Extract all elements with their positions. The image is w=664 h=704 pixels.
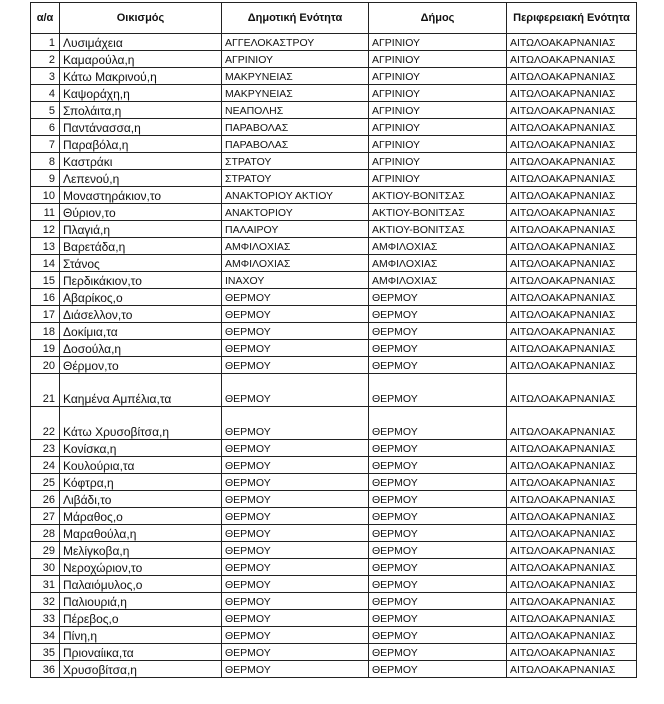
municipal-unit-cell: ΑΝΑΚΤΟΡΙΟΥ ΑΚΤΙΟΥ — [222, 187, 369, 204]
settlement-cell: Καστράκι — [60, 153, 222, 170]
regional-unit-cell: ΑΙΤΩΛΟΑΚΑΡΝΑΝΙΑΣ — [507, 187, 637, 204]
regional-unit-cell: ΑΙΤΩΛΟΑΚΑΡΝΑΝΙΑΣ — [507, 525, 637, 542]
row-number: 20 — [31, 357, 60, 374]
municipal-unit-cell: ΘΕΡΜΟΥ — [222, 525, 369, 542]
municipality-cell: ΘΕΡΜΟΥ — [369, 627, 507, 644]
table-row — [31, 102, 637, 119]
table-row — [31, 593, 637, 610]
settlement-cell: Καμαρούλα,η — [60, 51, 222, 68]
settlement-cell: Κάτω Χρυσοβίτσα,η — [60, 407, 222, 440]
settlement-cell: Μάραθος,ο — [60, 508, 222, 525]
settlement-cell: Κάτω Μακρινού,η — [60, 68, 222, 85]
municipal-unit-cell: ΠΑΡΑΒΟΛΑΣ — [222, 136, 369, 153]
settlement-cell: Περδικάκιον,το — [60, 272, 222, 289]
municipal-unit-cell: ΑΜΦΙΛΟΧΙΑΣ — [222, 255, 369, 272]
municipal-unit-cell: ΘΕΡΜΟΥ — [222, 440, 369, 457]
settlement-cell: Μελίγκοβα,η — [60, 542, 222, 559]
table-row — [31, 508, 637, 525]
table-row — [31, 407, 637, 440]
row-number: 28 — [31, 525, 60, 542]
municipal-unit-cell: ΘΕΡΜΟΥ — [222, 627, 369, 644]
row-number: 36 — [31, 661, 60, 678]
table-row — [31, 610, 637, 627]
regional-unit-cell: ΑΙΤΩΛΟΑΚΑΡΝΑΝΙΑΣ — [507, 374, 637, 407]
municipality-cell: ΑΓΡΙΝΙΟΥ — [369, 34, 507, 51]
settlement-cell: Καημένα Αμπέλια,τα — [60, 374, 222, 407]
table-row — [31, 221, 637, 238]
row-number: 26 — [31, 491, 60, 508]
regional-unit-cell: ΑΙΤΩΛΟΑΚΑΡΝΑΝΙΑΣ — [507, 136, 637, 153]
municipality-cell: ΘΕΡΜΟΥ — [369, 306, 507, 323]
municipality-cell: ΑΓΡΙΝΙΟΥ — [369, 153, 507, 170]
row-number: 33 — [31, 610, 60, 627]
settlement-cell: Βαρετάδα,η — [60, 238, 222, 255]
settlement-cell: Θύριον,το — [60, 204, 222, 221]
settlement-cell: Πλαγιά,η — [60, 221, 222, 238]
table-row — [31, 474, 637, 491]
municipality-cell: ΑΓΡΙΝΙΟΥ — [369, 102, 507, 119]
row-number: 16 — [31, 289, 60, 306]
municipality-cell: ΑΜΦΙΛΟΧΙΑΣ — [369, 272, 507, 289]
row-number: 32 — [31, 593, 60, 610]
municipality-cell: ΘΕΡΜΟΥ — [369, 610, 507, 627]
settlement-cell: Πέρεβος,ο — [60, 610, 222, 627]
row-number: 27 — [31, 508, 60, 525]
municipality-cell: ΘΕΡΜΟΥ — [369, 289, 507, 306]
regional-unit-cell: ΑΙΤΩΛΟΑΚΑΡΝΑΝΙΑΣ — [507, 204, 637, 221]
municipality-cell: ΘΕΡΜΟΥ — [369, 491, 507, 508]
row-number: 30 — [31, 559, 60, 576]
municipality-cell: ΘΕΡΜΟΥ — [369, 323, 507, 340]
municipal-unit-cell: ΘΕΡΜΟΥ — [222, 542, 369, 559]
municipal-unit-cell: ΑΜΦΙΛΟΧΙΑΣ — [222, 238, 369, 255]
municipality-cell: ΑΓΡΙΝΙΟΥ — [369, 68, 507, 85]
settlement-cell: Παλιουριά,η — [60, 593, 222, 610]
municipal-unit-cell: ΘΕΡΜΟΥ — [222, 661, 369, 678]
table-row — [31, 644, 637, 661]
table-row — [31, 525, 637, 542]
settlement-cell: Δοκίμια,τα — [60, 323, 222, 340]
header-settlement: Οικισμός — [60, 3, 222, 34]
table-row — [31, 357, 637, 374]
settlement-cell: Λυσιμάχεια — [60, 34, 222, 51]
municipal-unit-cell: ΠΑΛΑΙΡΟΥ — [222, 221, 369, 238]
table-row — [31, 374, 637, 407]
municipal-unit-cell: ΘΕΡΜΟΥ — [222, 289, 369, 306]
settlement-cell: Στάνος — [60, 255, 222, 272]
municipality-cell: ΑΚΤΙΟΥ-ΒΟΝΙΤΣΑΣ — [369, 221, 507, 238]
municipal-unit-cell: ΣΤΡΑΤΟΥ — [222, 153, 369, 170]
municipality-cell: ΘΕΡΜΟΥ — [369, 474, 507, 491]
municipal-unit-cell: ΘΕΡΜΟΥ — [222, 357, 369, 374]
settlement-cell: Αβαρίκος,ο — [60, 289, 222, 306]
settlement-cell: Κονίσκα,η — [60, 440, 222, 457]
row-number: 5 — [31, 102, 60, 119]
regional-unit-cell: ΑΙΤΩΛΟΑΚΑΡΝΑΝΙΑΣ — [507, 491, 637, 508]
regional-unit-cell: ΑΙΤΩΛΟΑΚΑΡΝΑΝΙΑΣ — [507, 474, 637, 491]
settlement-cell: Παντάνασσα,η — [60, 119, 222, 136]
table-row — [31, 440, 637, 457]
table-row — [31, 119, 637, 136]
municipal-unit-cell: ΘΕΡΜΟΥ — [222, 474, 369, 491]
municipality-cell: ΑΚΤΙΟΥ-ΒΟΝΙΤΣΑΣ — [369, 187, 507, 204]
municipal-unit-cell: ΘΕΡΜΟΥ — [222, 340, 369, 357]
regional-unit-cell: ΑΙΤΩΛΟΑΚΑΡΝΑΝΙΑΣ — [507, 85, 637, 102]
row-number: 17 — [31, 306, 60, 323]
regional-unit-cell: ΑΙΤΩΛΟΑΚΑΡΝΑΝΙΑΣ — [507, 119, 637, 136]
settlement-cell: Χρυσοβίτσα,η — [60, 661, 222, 678]
row-number: 21 — [31, 374, 60, 407]
regional-unit-cell: ΑΙΤΩΛΟΑΚΑΡΝΑΝΙΑΣ — [507, 357, 637, 374]
row-number: 29 — [31, 542, 60, 559]
table-row — [31, 289, 637, 306]
municipal-unit-cell: ΘΕΡΜΟΥ — [222, 593, 369, 610]
table-row — [31, 542, 637, 559]
table-row — [31, 306, 637, 323]
municipality-cell: ΘΕΡΜΟΥ — [369, 559, 507, 576]
settlement-cell: Μοναστηράκιον,το — [60, 187, 222, 204]
municipality-cell: ΘΕΡΜΟΥ — [369, 593, 507, 610]
settlement-cell: Πριοναίικα,τα — [60, 644, 222, 661]
row-number: 35 — [31, 644, 60, 661]
table-row — [31, 51, 637, 68]
row-number: 1 — [31, 34, 60, 51]
row-number: 7 — [31, 136, 60, 153]
table-row — [31, 457, 637, 474]
settlements-table — [30, 2, 637, 678]
regional-unit-cell: ΑΙΤΩΛΟΑΚΑΡΝΑΝΙΑΣ — [507, 323, 637, 340]
regional-unit-cell: ΑΙΤΩΛΟΑΚΑΡΝΑΝΙΑΣ — [507, 440, 637, 457]
row-number: 12 — [31, 221, 60, 238]
settlement-cell: Κόφτρα,η — [60, 474, 222, 491]
regional-unit-cell: ΑΙΤΩΛΟΑΚΑΡΝΑΝΙΑΣ — [507, 559, 637, 576]
municipal-unit-cell: ΘΕΡΜΟΥ — [222, 491, 369, 508]
row-number: 9 — [31, 170, 60, 187]
regional-unit-cell: ΑΙΤΩΛΟΑΚΑΡΝΑΝΙΑΣ — [507, 255, 637, 272]
municipal-unit-cell: ΜΑΚΡΥΝΕΙΑΣ — [222, 85, 369, 102]
municipality-cell: ΑΓΡΙΝΙΟΥ — [369, 119, 507, 136]
settlement-cell: Παραβόλα,η — [60, 136, 222, 153]
settlement-cell: Μαραθούλα,η — [60, 525, 222, 542]
regional-unit-cell: ΑΙΤΩΛΟΑΚΑΡΝΑΝΙΑΣ — [507, 644, 637, 661]
header-aa: α/α — [31, 3, 60, 34]
regional-unit-cell: ΑΙΤΩΛΟΑΚΑΡΝΑΝΙΑΣ — [507, 289, 637, 306]
settlement-cell: Διάσελλον,το — [60, 306, 222, 323]
municipality-cell: ΘΕΡΜΟΥ — [369, 357, 507, 374]
municipality-cell: ΑΓΡΙΝΙΟΥ — [369, 51, 507, 68]
settlement-cell: Καψοράχη,η — [60, 85, 222, 102]
regional-unit-cell: ΑΙΤΩΛΟΑΚΑΡΝΑΝΙΑΣ — [507, 610, 637, 627]
table-row — [31, 661, 637, 678]
municipality-cell: ΑΜΦΙΛΟΧΙΑΣ — [369, 238, 507, 255]
table-row — [31, 187, 637, 204]
row-number: 25 — [31, 474, 60, 491]
municipal-unit-cell: ΘΕΡΜΟΥ — [222, 306, 369, 323]
row-number: 6 — [31, 119, 60, 136]
municipality-cell: ΑΓΡΙΝΙΟΥ — [369, 170, 507, 187]
table-row — [31, 491, 637, 508]
municipal-unit-cell: ΝΕΑΠΟΛΗΣ — [222, 102, 369, 119]
regional-unit-cell: ΑΙΤΩΛΟΑΚΑΡΝΑΝΙΑΣ — [507, 627, 637, 644]
municipality-cell: ΑΓΡΙΝΙΟΥ — [369, 85, 507, 102]
row-number: 31 — [31, 576, 60, 593]
row-number: 34 — [31, 627, 60, 644]
municipality-cell: ΑΓΡΙΝΙΟΥ — [369, 136, 507, 153]
regional-unit-cell: ΑΙΤΩΛΟΑΚΑΡΝΑΝΙΑΣ — [507, 542, 637, 559]
table-row — [31, 272, 637, 289]
regional-unit-cell: ΑΙΤΩΛΟΑΚΑΡΝΑΝΙΑΣ — [507, 153, 637, 170]
regional-unit-cell: ΑΙΤΩΛΟΑΚΑΡΝΑΝΙΑΣ — [507, 272, 637, 289]
regional-unit-cell: ΑΙΤΩΛΟΑΚΑΡΝΑΝΙΑΣ — [507, 34, 637, 51]
municipal-unit-cell: ΘΕΡΜΟΥ — [222, 508, 369, 525]
row-number: 2 — [31, 51, 60, 68]
municipality-cell: ΘΕΡΜΟΥ — [369, 407, 507, 440]
municipality-cell: ΘΕΡΜΟΥ — [369, 340, 507, 357]
table-row — [31, 204, 637, 221]
row-number: 11 — [31, 204, 60, 221]
table-row — [31, 576, 637, 593]
row-number: 4 — [31, 85, 60, 102]
settlement-cell: Λιβάδι,το — [60, 491, 222, 508]
table-row — [31, 255, 637, 272]
municipality-cell: ΘΕΡΜΟΥ — [369, 440, 507, 457]
regional-unit-cell: ΑΙΤΩΛΟΑΚΑΡΝΑΝΙΑΣ — [507, 306, 637, 323]
municipality-cell: ΘΕΡΜΟΥ — [369, 542, 507, 559]
municipal-unit-cell: ΘΕΡΜΟΥ — [222, 323, 369, 340]
settlement-cell: Παλαιόμυλος,ο — [60, 576, 222, 593]
row-number: 24 — [31, 457, 60, 474]
settlement-cell: Δοσούλα,η — [60, 340, 222, 357]
municipal-unit-cell: ΑΓΡΙΝΙΟΥ — [222, 51, 369, 68]
table-body — [31, 34, 637, 678]
municipal-unit-cell: ΠΑΡΑΒΟΛΑΣ — [222, 119, 369, 136]
regional-unit-cell: ΑΙΤΩΛΟΑΚΑΡΝΑΝΙΑΣ — [507, 340, 637, 357]
row-number: 23 — [31, 440, 60, 457]
row-number: 13 — [31, 238, 60, 255]
municipality-cell: ΑΚΤΙΟΥ-ΒΟΝΙΤΣΑΣ — [369, 204, 507, 221]
municipality-cell: ΘΕΡΜΟΥ — [369, 644, 507, 661]
municipality-cell: ΘΕΡΜΟΥ — [369, 457, 507, 474]
regional-unit-cell: ΑΙΤΩΛΟΑΚΑΡΝΑΝΙΑΣ — [507, 51, 637, 68]
table-row — [31, 323, 637, 340]
municipality-cell: ΘΕΡΜΟΥ — [369, 576, 507, 593]
municipal-unit-cell: ΘΕΡΜΟΥ — [222, 644, 369, 661]
table-row — [31, 136, 637, 153]
municipality-cell: ΘΕΡΜΟΥ — [369, 661, 507, 678]
row-number: 3 — [31, 68, 60, 85]
regional-unit-cell: ΑΙΤΩΛΟΑΚΑΡΝΑΝΙΑΣ — [507, 170, 637, 187]
municipality-cell: ΘΕΡΜΟΥ — [369, 525, 507, 542]
regional-unit-cell: ΑΙΤΩΛΟΑΚΑΡΝΑΝΙΑΣ — [507, 407, 637, 440]
municipal-unit-cell: ΜΑΚΡΥΝΕΙΑΣ — [222, 68, 369, 85]
municipal-unit-cell: ΑΝΑΚΤΟΡΙΟΥ — [222, 204, 369, 221]
municipal-unit-cell: ΙΝΑΧΟΥ — [222, 272, 369, 289]
table-row — [31, 340, 637, 357]
settlement-cell: Νεροχώριον,το — [60, 559, 222, 576]
table-row — [31, 238, 637, 255]
table-row — [31, 34, 637, 51]
settlement-cell: Κουλούρια,τα — [60, 457, 222, 474]
municipal-unit-cell: ΘΕΡΜΟΥ — [222, 457, 369, 474]
settlement-cell: Θέρμον,το — [60, 357, 222, 374]
header-row — [31, 3, 637, 34]
row-number: 15 — [31, 272, 60, 289]
municipal-unit-cell: ΘΕΡΜΟΥ — [222, 610, 369, 627]
table-row — [31, 153, 637, 170]
header-regional-unit: Περιφερειακή Ενότητα — [507, 3, 637, 34]
settlement-cell: Πίνη,η — [60, 627, 222, 644]
table-row — [31, 627, 637, 644]
municipal-unit-cell: ΘΕΡΜΟΥ — [222, 576, 369, 593]
municipal-unit-cell: ΘΕΡΜΟΥ — [222, 559, 369, 576]
row-number: 14 — [31, 255, 60, 272]
municipal-unit-cell: ΣΤΡΑΤΟΥ — [222, 170, 369, 187]
regional-unit-cell: ΑΙΤΩΛΟΑΚΑΡΝΑΝΙΑΣ — [507, 221, 637, 238]
regional-unit-cell: ΑΙΤΩΛΟΑΚΑΡΝΑΝΙΑΣ — [507, 508, 637, 525]
municipal-unit-cell: ΘΕΡΜΟΥ — [222, 374, 369, 407]
municipality-cell: ΘΕΡΜΟΥ — [369, 508, 507, 525]
regional-unit-cell: ΑΙΤΩΛΟΑΚΑΡΝΑΝΙΑΣ — [507, 68, 637, 85]
header-municipal-unit: Δημοτική Ενότητα — [222, 3, 369, 34]
municipal-unit-cell: ΑΓΓΕΛΟΚΑΣΤΡΟΥ — [222, 34, 369, 51]
regional-unit-cell: ΑΙΤΩΛΟΑΚΑΡΝΑΝΙΑΣ — [507, 102, 637, 119]
table-row — [31, 170, 637, 187]
row-number: 10 — [31, 187, 60, 204]
municipal-unit-cell: ΘΕΡΜΟΥ — [222, 407, 369, 440]
regional-unit-cell: ΑΙΤΩΛΟΑΚΑΡΝΑΝΙΑΣ — [507, 593, 637, 610]
table-row — [31, 68, 637, 85]
settlement-cell: Σπολάιτα,η — [60, 102, 222, 119]
municipality-cell: ΑΜΦΙΛΟΧΙΑΣ — [369, 255, 507, 272]
regional-unit-cell: ΑΙΤΩΛΟΑΚΑΡΝΑΝΙΑΣ — [507, 576, 637, 593]
row-number: 22 — [31, 407, 60, 440]
table-row — [31, 85, 637, 102]
row-number: 19 — [31, 340, 60, 357]
regional-unit-cell: ΑΙΤΩΛΟΑΚΑΡΝΑΝΙΑΣ — [507, 238, 637, 255]
row-number: 18 — [31, 323, 60, 340]
settlement-cell: Λεπενού,η — [60, 170, 222, 187]
table-row — [31, 559, 637, 576]
regional-unit-cell: ΑΙΤΩΛΟΑΚΑΡΝΑΝΙΑΣ — [507, 457, 637, 474]
municipality-cell: ΘΕΡΜΟΥ — [369, 374, 507, 407]
row-number: 8 — [31, 153, 60, 170]
header-municipality: Δήμος — [369, 3, 507, 34]
regional-unit-cell: ΑΙΤΩΛΟΑΚΑΡΝΑΝΙΑΣ — [507, 661, 637, 678]
